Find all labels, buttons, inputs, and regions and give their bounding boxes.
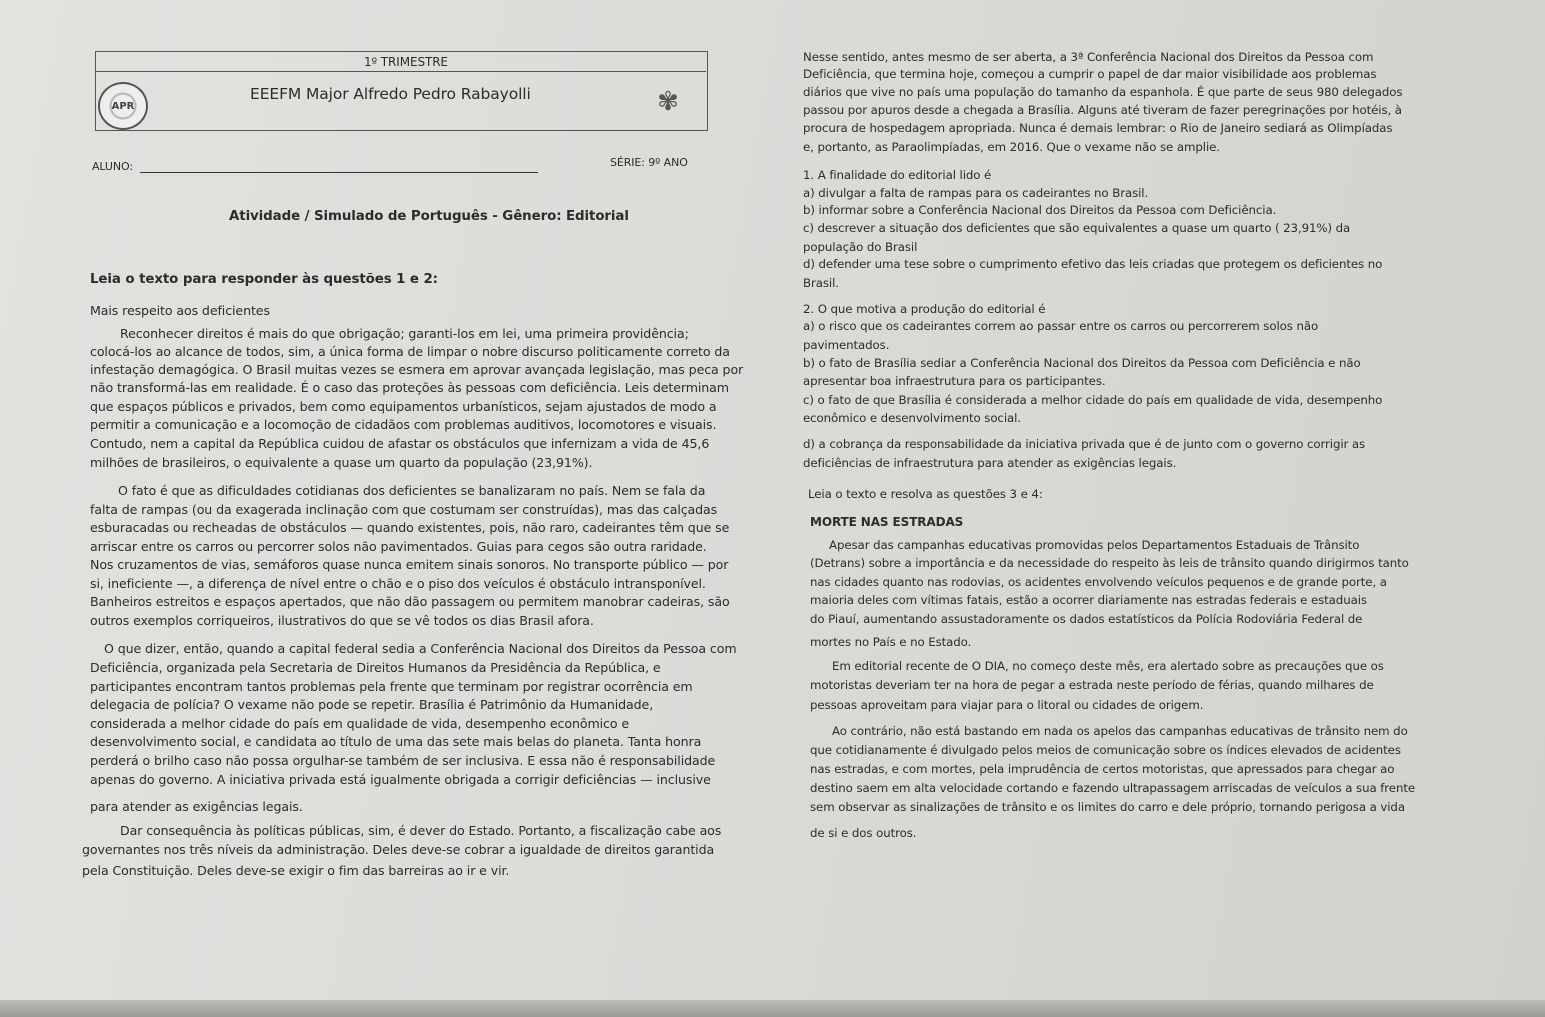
question-2-option: apresentar boa infraestrutura para os participantes.: [803, 374, 1106, 388]
text1-continuation-line: passou por apuros desde a chegada a Brasília. Alguns até tiveram de fazer peregrinações por hotéis, à: [803, 103, 1402, 117]
question-2-option: c) o fato de que Brasília é considerada a melhor cidade do país em qualidade de vida, desempenho: [803, 393, 1383, 407]
question-1-option: c) descrever a situação dos deficientes que são equivalentes a quase um quarto ( 23,91%) da: [803, 221, 1351, 235]
text1-line: Dar consequência às políticas públicas, sim, é dever do Estado. Portanto, a fiscalização cabe aos: [120, 823, 722, 838]
question-2-option: d) a cobrança da responsabilidade da iniciativa privada que é de junto com o governo corrigir as: [803, 437, 1366, 451]
text1-line: pela Constituição. Deles deve-se exigir o fim das barreiras ao ir e vir.: [82, 863, 510, 878]
text2-line: mortes no País e no Estado.: [810, 635, 972, 649]
text1-line: O fato é que as dificuldades cotidianas dos deficientes se banalizaram no país. Nem se fala da: [118, 483, 706, 498]
question-1-option: b) informar sobre a Conferência Nacional dos Direitos da Pessoa com Deficiência.: [803, 203, 1277, 217]
text1-line: O que dizer, então, quando a capital federal sedia a Conferência Nacional dos Direitos da Pessoa com: [104, 641, 737, 656]
text1-line: não transformá-las em realidade. É o caso das proteções às pessoas com deficiência. Leis determinam: [90, 380, 729, 395]
question-2-option: pavimentados.: [803, 338, 890, 352]
question-1-option: Brasil.: [803, 276, 839, 290]
question-1-option: população do Brasil: [803, 240, 918, 254]
text2-line: pessoas aproveitam para viajar para o litoral ou cidades de origem.: [810, 698, 1204, 712]
text1-line: para atender as exigências legais.: [90, 799, 303, 814]
question-1-stem: 1. A finalidade do editorial lido é: [803, 168, 992, 182]
text2-line: maioria deles com vítimas fatais, estão a ocorrer diariamente nas estradas federais e estaduais: [810, 593, 1367, 607]
text2-line: de si e dos outros.: [810, 826, 917, 840]
text1-line: Deficiência, organizada pela Secretaria de Direitos Humanos da Presidência da República, e: [90, 660, 661, 675]
text1-line: desenvolvimento social, e candidata ao título de uma das sete mais belas do planeta. Tanta honra: [90, 734, 702, 749]
text1-line: perderá o brilho caso não possa orgulhar-se também de ser inclusiva. E essa não é responsabilidade: [90, 753, 716, 768]
text1-line: esburacadas ou recheadas de obstáculos — quando existentes, pois, não raro, cadeirantes têm que se: [90, 520, 730, 535]
paper-edge: [0, 1000, 1545, 1017]
term-label: 1º TRIMESTRE: [364, 55, 448, 69]
text1-title: Mais respeito aos deficientes: [90, 303, 270, 318]
question-2-option: a) o risco que os cadeirantes correm ao passar entre os carros ou percorrerem solos não: [803, 319, 1319, 333]
text2-line: motoristas deveriam ter na hora de pegar a estrada neste período de férias, quando milhares de: [810, 678, 1374, 692]
text1-line: que espaços públicos e privados, bem como equipamentos urbanísticos, sejam ajustados de modo a: [90, 399, 717, 414]
grade-label: SÉRIE: 9º ANO: [610, 156, 688, 169]
text1-line: permitir a comunicação e a locomoção de cidadãos com problemas auditivos, locomotores e visuais.: [90, 417, 717, 432]
text1-line: Reconhecer direitos é mais do que obrigação; garanti-los em lei, uma primeira providência;: [120, 326, 689, 341]
text2-line: do Piauí, aumentando assustadoramente os dados estatísticos da Polícia Rodoviária Federal de: [810, 612, 1363, 626]
text1-continuation-line: Nesse sentido, antes mesmo de ser aberta, a 3ª Conferência Nacional dos Direitos da Pessoa com: [803, 50, 1374, 64]
text1-continuation-line: e, portanto, as Paraolimpíadas, em 2016. Que o vexame não se amplie.: [803, 140, 1220, 154]
text1-line: falta de rampas (ou da exagerada inclinação com que costumam ser construídas), mas das calçadas: [90, 502, 718, 517]
header-divider: [95, 71, 706, 72]
text1-line: governantes nos três níveis da administração. Deles deve-se cobrar a igualdade de direitos garantida: [82, 842, 715, 857]
instruction-1: Leia o texto para responder às questões 1 e 2:: [90, 272, 438, 287]
text1-line: apenas do governo. A iniciativa privada está igualmente obrigada a corrigir deficiências — inclusive: [90, 772, 711, 787]
text1-line: Banheiros estreitos e espaços apertados, que não dão passagem ou permitem manobrar cadeiras, são: [90, 594, 730, 609]
text2-line: (Detrans) sobre a importância e da necessidade do respeito às leis de trânsito quando dirigirmos tanto: [810, 556, 1409, 570]
text2-line: destino saem em alta velocidade cortando e fazendo ultrapassagem arriscadas de veículos a sua frente: [810, 781, 1416, 795]
question-1-option: a) divulgar a falta de rampas para os cadeirantes no Brasil.: [803, 186, 1149, 200]
text1-line: infestação demagógica. O Brasil muitas vezes se esmera em aprovar avançada legislação, mas peca por: [90, 362, 744, 377]
text1-line: outros exemplos corriqueiros, ilustrativos do que se vê todos os dias Brasil afora.: [90, 613, 594, 628]
school-name: EEEFM Major Alfredo Pedro Rabayolli: [250, 85, 531, 103]
question-2-option: b) o fato de Brasília sediar a Conferência Nacional dos Direitos da Pessoa com Deficiência e não: [803, 356, 1361, 370]
question-2-stem: 2. O que motiva a produção do editorial é: [803, 302, 1046, 316]
text2-title: MORTE NAS ESTRADAS: [810, 515, 964, 529]
text2-line: que cotidianamente é divulgado pelos meios de comunicação sobre os índices elevados de acidentes: [810, 743, 1401, 757]
text1-line: colocá-los ao alcance de todos, sim, a única forma de limpar o nobre discurso politicamente correto da: [90, 344, 730, 359]
activity-title: Atividade / Simulado de Português - Gênero: Editorial: [229, 209, 629, 224]
text2-line: nas cidades quanto nas rodovias, os acidentes envolvendo veículos pequenos e de grande porte, a: [810, 575, 1387, 589]
text1-line: delegacia de polícia? O vexame não pode se repetir. Brasília é Patrimônio da Humanidade,: [90, 697, 654, 712]
text2-line: Em editorial recente de O DIA, no começo deste mês, era alertado sobre as precauções que os: [832, 659, 1384, 673]
text2-line: nas estradas, e com mortes, pela imprudência de certos motoristas, que apressados para chegar ao: [810, 762, 1395, 776]
state-crest-icon: ✾: [657, 87, 679, 117]
student-label: ALUNO:: [92, 160, 133, 173]
text1-line: milhões de brasileiros, o equivalente a quase um quarto da população (23,91%).: [90, 455, 593, 470]
instruction-2: Leia o texto e resolva as questões 3 e 4:: [808, 487, 1043, 501]
text2-line: Apesar das campanhas educativas promovidas pelos Departamentos Estaduais de Trânsito: [829, 538, 1360, 552]
question-1-option: d) defender uma tese sobre o cumprimento efetivo das leis criadas que protegem os deficientes no: [803, 257, 1383, 271]
text2-line: Ao contrário, não está bastando em nada os apelos das campanhas educativas de trânsito nem do: [832, 724, 1408, 738]
question-2-option: econômico e desenvolvimento social.: [803, 411, 1021, 425]
text1-line: Contudo, nem a capital da República cuidou de afastar os obstáculos que infernizam a vida de 45,6: [90, 436, 710, 451]
text1-continuation-line: procura de hospedagem apropriada. Nunca é demais lembrar: o Rio de Janeiro sediará as Olimpíadas: [803, 121, 1393, 135]
text1-continuation-line: Deficiência, que termina hoje, começou a cumprir o papel de dar maior visibilidade aos problemas: [803, 67, 1377, 81]
student-name-line: [140, 172, 538, 173]
text1-line: considerada a melhor cidade do país em qualidade de vida, desempenho econômico e: [90, 716, 630, 731]
question-2-option: deficiências de infraestrutura para atender as exigências legais.: [803, 456, 1177, 470]
text1-line: si, ineficiente —, a diferença de nível entre o chão e o piso dos veículos é obstáculo intransponível.: [90, 576, 706, 591]
text1-continuation-line: diários que vive no país uma população do tamanho da espanhola. É que parte de seus 980 delegados: [803, 85, 1403, 99]
text2-line: sem observar as sinalizações de trânsito e os limites do carro e dele próprio, tornando perigosa a vida: [810, 800, 1405, 814]
text1-line: participantes encontram tantos problemas pela frente que terminam por registrar ocorrência em: [90, 679, 693, 694]
school-seal-icon: APR: [98, 82, 148, 130]
text1-line: arriscar entre os carros ou percorrer solos não pavimentados. Guias para cegos são outra raridade.: [90, 539, 707, 554]
text1-line: Nos cruzamentos de vias, semáforos quase nunca emitem sinais sonoros. No transporte público — por: [90, 557, 729, 572]
